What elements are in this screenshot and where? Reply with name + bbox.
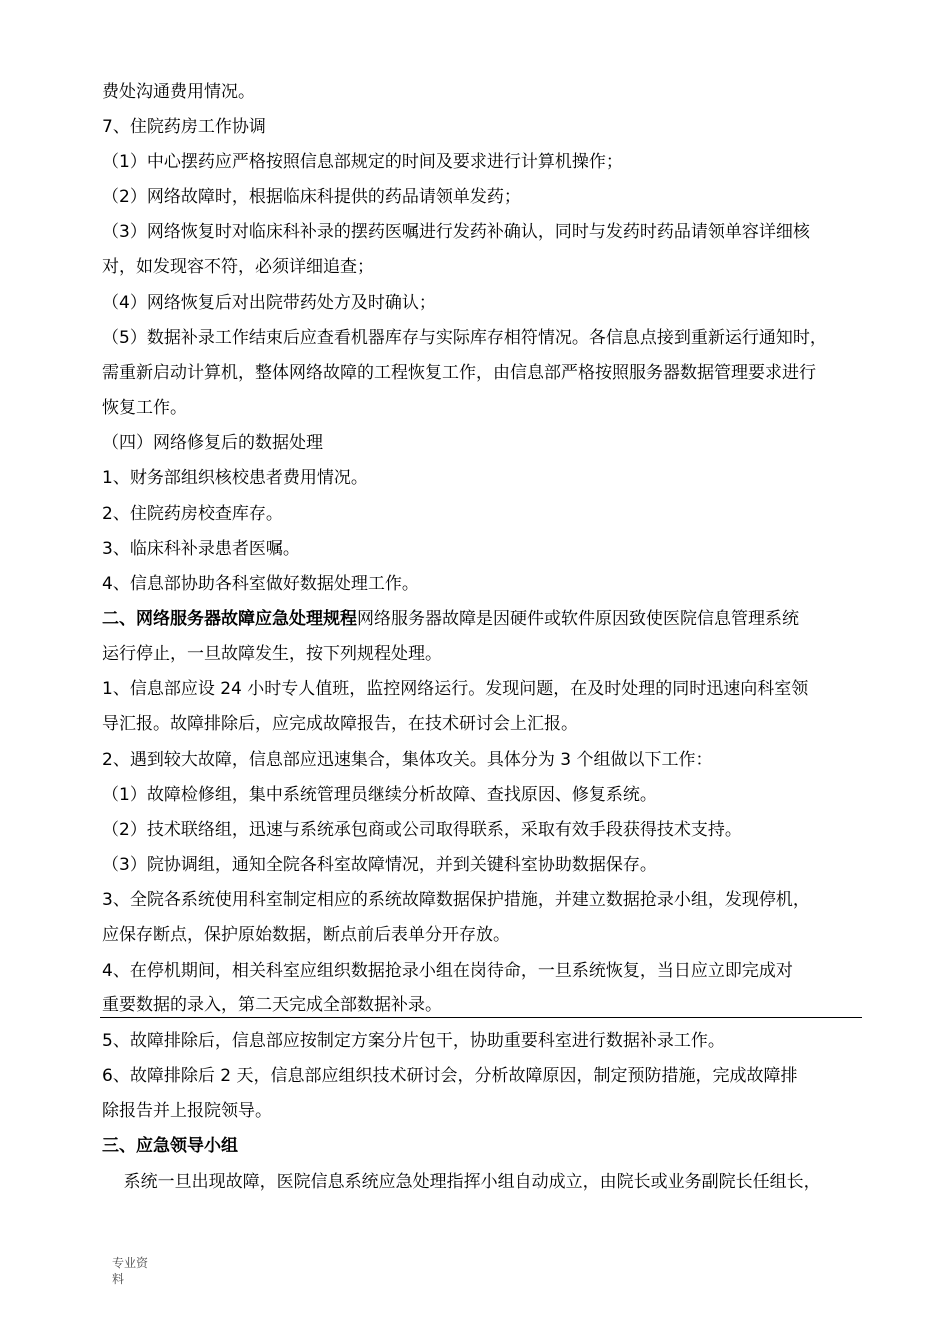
text-line: 7、住院药房工作协调 xyxy=(102,117,266,137)
text-line: 1、信息部应设 24 小时专人值班，监控网络运行。发现问题，在及时处理的同时迅速向科室领 xyxy=(102,679,809,699)
text-line: 恢复工作。 xyxy=(102,398,187,418)
text-line: 费处沟通费用情况。 xyxy=(102,82,255,102)
footer-label: 料 xyxy=(112,1272,125,1286)
text-line: （2）网络故障时，根据临床科提供的药品请领单发药； xyxy=(102,187,521,207)
text-line: 5、故障排除后，信息部应按制定方案分片包干，协助重要科室进行数据补录工作。 xyxy=(102,1031,725,1051)
text-line: 1、财务部组织核校患者费用情况。 xyxy=(102,468,368,488)
text-line: （3）网络恢复时对临床科补录的摆药医嘱进行发药补确认，同时与发药时药品请领单容详细核 xyxy=(102,222,810,242)
text-line: 导汇报。故障排除后，应完成故障报告，在技术研讨会上汇报。 xyxy=(102,714,578,734)
text-line: 系统一旦出现故障，医院信息系统应急处理指挥小组自动成立，由院长或业务副院长任组长， xyxy=(102,1172,821,1192)
text-line: （2）技术联络组，迅速与系统承包商或公司取得联系，采取有效手段获得技术支持。 xyxy=(102,820,742,840)
text-line: 除报告并上报院领导。 xyxy=(102,1101,272,1121)
text-line: 4、在停机期间，相关科室应组织数据抢录小组在岗待命，一旦系统恢复，当日应立即完成对 xyxy=(102,961,793,981)
horizontal-rule xyxy=(100,1017,862,1018)
section-heading: 二、网络服务器故障应急处理规程 xyxy=(102,609,357,629)
text-line xyxy=(102,1134,238,1158)
text-line: （3）院协调组，通知全院各科室故障情况，并到关键科室协助数据保存。 xyxy=(102,855,657,875)
text-line: 2、遇到较大故障，信息部应迅速集合，集体攻关。具体分为 3 个组做以下工作： xyxy=(102,750,713,770)
text-line: 运行停止，一旦故障发生，按下列规程处理。 xyxy=(102,644,442,664)
text-line: （1）中心摆药应严格按照信息部规定的时间及要求进行计算机操作； xyxy=(102,152,623,172)
text-line: 应保存断点，保护原始数据，断点前后表单分开存放。 xyxy=(102,925,510,945)
page-footer xyxy=(112,1255,172,1287)
text-line: 需重新启动计算机，整体网络故障的工程恢复工作，由信息部严格按照服务器数据管理要求进行 xyxy=(102,363,816,383)
text-line: 对，如发现容不符，必须详细追查； xyxy=(102,257,374,277)
text-line: 2、住院药房校查库存。 xyxy=(102,504,283,524)
section-heading: 三、应急领导小组 xyxy=(102,1136,238,1156)
text-line: （4）网络恢复后对出院带药处方及时确认； xyxy=(102,293,436,313)
footer-label: 专业资 xyxy=(112,1256,149,1270)
text-line: （1）故障检修组，集中系统管理员继续分析故障、查找原因、修复系统。 xyxy=(102,785,657,805)
text-run: 网络服务器故障是因硬件或软件原因致使医院信息管理系统 xyxy=(357,609,799,629)
text-line: （5）数据补录工作结束后应查看机器库存与实际库存相符情况。各信息点接到重新运行通知时， xyxy=(102,328,827,348)
text-line: 6、故障排除后 2 天，信息部应组织技术研讨会，分析故障原因，制定预防措施，完成故障排 xyxy=(102,1066,798,1086)
text-line: 3、全院各系统使用科室制定相应的系统故障数据保护措施，并建立数据抢录小组，发现停机， xyxy=(102,890,810,910)
text-line: 3、临床科补录患者医嘱。 xyxy=(102,539,300,559)
text-line: 4、信息部协助各科室做好数据处理工作。 xyxy=(102,574,419,594)
section-heading: （四）网络修复后的数据处理 xyxy=(102,433,323,453)
text-line xyxy=(102,607,799,631)
text-line: 重要数据的录入，第二天完成全部数据补录。 xyxy=(102,995,442,1015)
